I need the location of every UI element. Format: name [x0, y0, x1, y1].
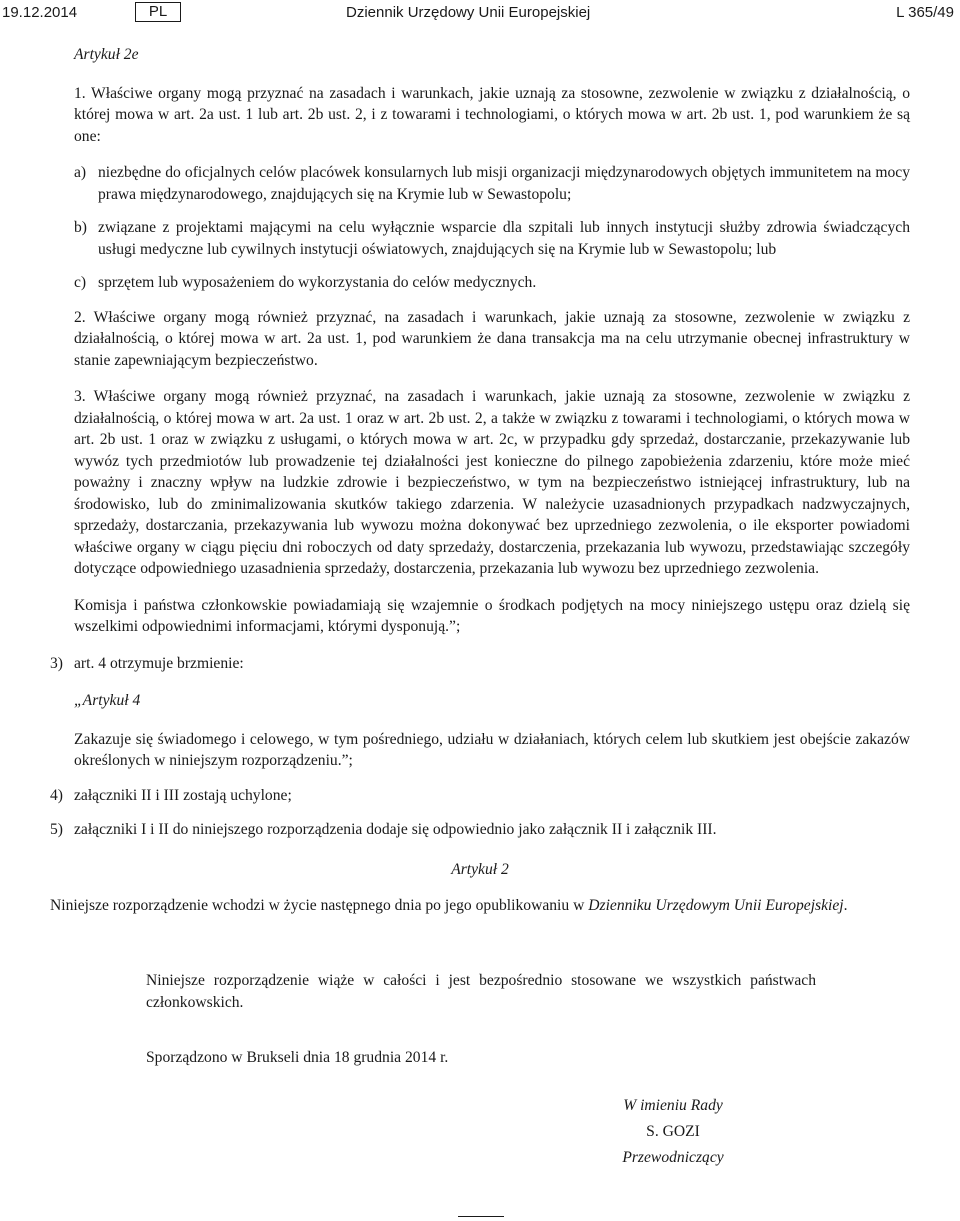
article-2e-paragraph-2: 2. Właściwe organy mogą również przyznać, na zasadach i warunkach, jakie uznają za stosowne, zezwolenie w związku z działalnością, o której mowa w art. 2a ust. 1, pod warunkiem że dana transakcja ma na celu utrzymanie obecnej infrastruktury w stanie zapewniającym bezpieczeństwo.	[74, 308, 910, 369]
article-2e-continued	[50, 307, 910, 638]
article-2-text	[50, 895, 910, 917]
list-item-c	[50, 272, 910, 294]
article-2e-paragraph-1: 1. Właściwe organy mogą przyznać na zasadach i warunkach, jakie uznają za stosowne, zezwolenie w związku z działalnością, o której mowa w art. 2a ust. 1 lub art. 2b ust. 2, i z towarami i technologiami, o których mowa w art. 2b ust. 1, pod warunkiem że są one:	[74, 84, 910, 145]
list-item-text: związane z projektami mającymi na celu wyłącznie wsparcie dla szpitali lub innych instytucji służby zdrowia świadczących usługi medyczne lub cywilnych instytucji oświatowych, znajdujących się na Krymie lub w Sewastopolu; lub	[98, 219, 910, 258]
article-2-text-start: Niniejsze rozporządzenie wchodzi w życie następnego dnia po jego opublikowaniu w	[50, 897, 589, 914]
journal-reference: L 365/49	[896, 4, 954, 21]
footnote-divider	[458, 1216, 504, 1217]
closing-statement: Niniejsze rozporządzenie wiąże w całości i jest bezpośrednio stosowane we wszystkich państwach członkowskich.	[146, 972, 816, 1011]
signatory-role: Przewodniczący	[622, 1149, 724, 1166]
amendment-point-4	[50, 785, 910, 807]
publication-date: 19.12.2014	[2, 4, 78, 21]
point-text: załączniki II i III zostają uchylone;	[74, 786, 292, 804]
article-2e-title: Artykuł 2e	[74, 46, 139, 63]
point-label: 3)	[50, 654, 63, 672]
amendment-point-5	[50, 819, 910, 841]
amendment-point-3	[50, 653, 910, 675]
journal-title: Dziennik Urzędowy Unii Europejskiej	[346, 4, 591, 21]
list-item-label: b)	[74, 219, 87, 236]
list-item-label: c)	[74, 274, 87, 291]
article-4-title: „Artykuł 4	[74, 692, 141, 709]
point-label: 5)	[50, 821, 63, 838]
article-2e	[50, 44, 910, 147]
language-badge: PL	[135, 2, 181, 22]
list-item-text: niezbędne do oficjalnych celów placówek konsularnych lub misji organizacji międzynarodowych objętych immunitetem na mocy prawa międzynarodowego, znajdujących się na Krymie lub w Sewastopolu;	[98, 164, 910, 203]
list-item-label: a)	[74, 164, 87, 181]
article-2e-paragraph-4: Komisja i państwa członkowskie powiadamiają się wzajemnie o środkach podjętych na mocy niniejszego ustępu oraz dzielą się wszelkimi odpowiednimi informacjami, którymi dysponują.”;	[74, 596, 910, 635]
point-text: art. 4 otrzymuje brzmienie:	[74, 654, 244, 672]
place-and-date: Sporządzono w Brukseli dnia 18 grudnia 2014 r.	[146, 1049, 449, 1066]
point-text: załączniki I i II do niniejszego rozporządzenia dodaje się odpowiednio jako załącznik II i załącznik III.	[74, 821, 717, 838]
article-4-text: Zakazuje się świadomego i celowego, w tym pośredniego, udziału w działaniach, których celem lub skutkiem jest obejście zakazów określonych w niniejszym rozporządzeniu.”;	[74, 730, 910, 769]
document-body	[50, 44, 910, 917]
point-label: 4)	[50, 786, 63, 804]
list-item-a	[50, 162, 910, 205]
list-item-text: sprzętem lub wyposażeniem do wykorzystania do celów medycznych.	[98, 274, 537, 291]
journal-name-italic: Dzienniku Urzędowym Unii Europejskiej	[588, 897, 844, 914]
article-2-title: Artykuł 2	[451, 860, 509, 878]
page-header	[0, 0, 960, 27]
signatory-name: S. GOZI	[646, 1123, 700, 1140]
article-4	[50, 690, 910, 772]
article-2e-paragraph-3: 3. Właściwe organy mogą również przyznać, na zasadach i warunkach, jakie uznają za stosowne, zezwolenie w związku z działalnością, o której mowa w art. 2a ust. 1 oraz w art. 2b ust. 2, a także w związku z towarami i technologiami, o których mowa w art. 2b ust. 1 oraz w związku z usługami, o których mowa w art. 2c, w przypadku gdy sprzedaż, dostarczanie, przekazywanie lub wywóz tych przedmiotów lub prowadzenie tej działalności jest konieczne do pilnego zapobieżenia zdarzeniu, które może mieć poważny i znaczny wpływ na ludzkie zdrowie i bezpieczeństwo, w tym na bezpieczeństwo istniejącej infrastruktury, lub na środowisko, lub do zminimalizowania skutków takiego zdarzenia. W należycie uzasadnionych przypadkach nadzwyczajnych, sprzedaży, dostarczania, przekazywania lub wywozu można dokonywać bez uprzedniego zezwolenia, o ile eksporter powiadomi właściwe organy w ciągu pięciu dni roboczych od daty sprzedaży, dostarczenia, przekazania lub wywozu, przedstawiając szczegóły dotyczące odpowiedniego uzasadnienia sprzedaży, dostarczenia, przekazania lub wywozu bez uprzedniego zezwolenia.	[74, 388, 910, 577]
signature-on-behalf: W imieniu Rady	[623, 1097, 723, 1114]
list-item-b	[50, 217, 910, 260]
article-2-text-end: .	[843, 897, 848, 914]
signature-block	[560, 1093, 786, 1171]
